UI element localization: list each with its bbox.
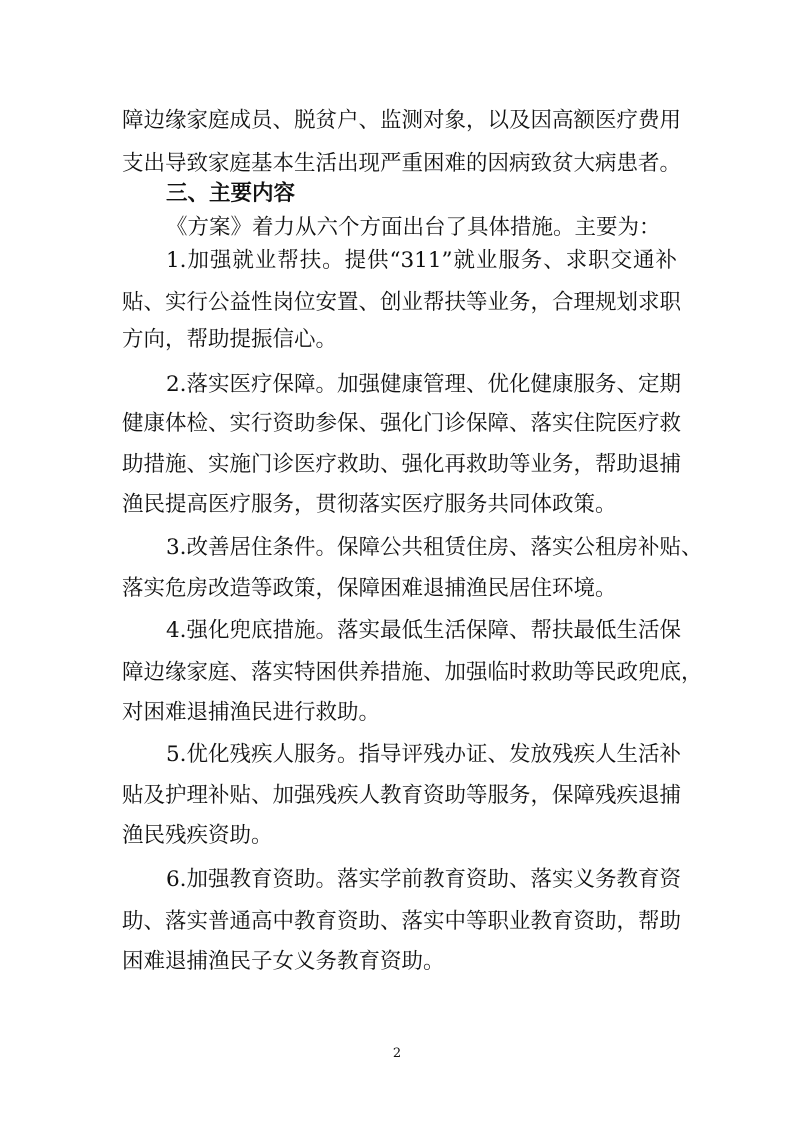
paragraph-first-line: 1.加强就业帮扶。提供“311”就业服务、求职交通补 xyxy=(166,248,677,273)
paragraph-first-line: 5.优化残疾人服务。指导评残办证、发放残疾人生活补 xyxy=(166,742,682,767)
body-text-line: 对困难退捕渔民进行救助。 xyxy=(122,700,381,725)
page-number: 2 xyxy=(392,1046,402,1061)
body-text-line: 贴、实行公益性岗位安置、创业帮扶等业务，合理规划求职 xyxy=(122,290,682,315)
section-heading: 三、主要内容 xyxy=(166,181,296,206)
body-text-line: 障边缘家庭成员、脱贫户、监测对象，以及因高额医疗费用 xyxy=(122,108,682,133)
body-text-line: 方向，帮助提振信心。 xyxy=(122,327,338,352)
body-text-line: 《方案》着力从六个方面出台了具体措施。主要为： xyxy=(166,215,661,240)
body-text-line: 助、落实普通高中教育资助、落实中等职业教育资助，帮助 xyxy=(122,909,682,934)
body-text-line: 渔民残疾资助。 xyxy=(122,823,273,848)
body-text-line: 渔民提高医疗服务，贯彻落实医疗服务共同体政策。 xyxy=(122,492,617,517)
body-text-line: 助措施、实施门诊医疗救助、强化再救助等业务，帮助退捕 xyxy=(122,452,682,477)
paragraph-first-line: 6.加强教育资助。落实学前教育资助、落实义务教育资 xyxy=(166,867,682,892)
body-text-line: 障边缘家庭、落实特困供养措施、加强临时救助等民政兜底， xyxy=(122,660,703,685)
body-text-line: 落实危房改造等政策，保障困难退捕渔民居住环境。 xyxy=(122,576,617,601)
paragraph-first-line: 2.落实医疗保障。加强健康管理、优化健康服务、定期 xyxy=(166,372,682,397)
body-text-line: 健康体检、实行资助参保、强化门诊保障、落实住院医疗救 xyxy=(122,411,682,436)
paragraph-first-line: 3.改善居住条件。保障公共租赁住房、落实公租房补贴、 xyxy=(166,535,703,560)
paragraph-first-line: 4.强化兜底措施。落实最低生活保障、帮扶最低生活保 xyxy=(166,618,682,643)
body-text-line: 支出导致家庭基本生活出现严重困难的因病致贫大病患者。 xyxy=(122,151,682,176)
body-text-line: 困难退捕渔民子女义务教育资助。 xyxy=(122,949,445,974)
body-text-line: 贴及护理补贴、加强残疾人教育资助等服务，保障残疾退捕 xyxy=(122,783,682,808)
